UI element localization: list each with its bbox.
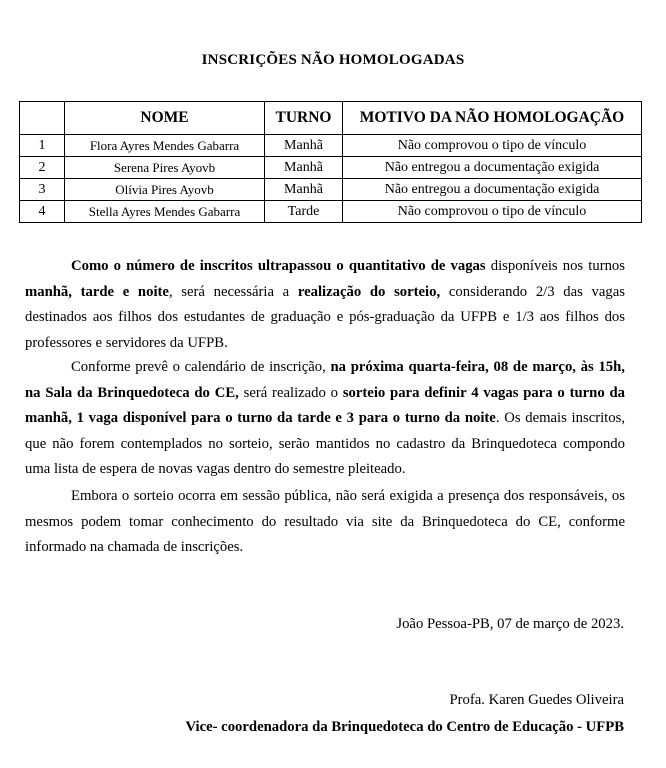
row-motivo: Não comprovou o tipo de vínculo bbox=[343, 201, 642, 223]
p2-text-1: Conforme prevê o calendário de inscrição, bbox=[71, 359, 331, 375]
p3-text-1: Embora o sorteio ocorra em sessão pública, não será exigida a presença dos responsáveis, os mesmos podem tomar conhecimento do resultado via site da Brinquedoteca do CE, conforme informado na chamada de inscrições. bbox=[25, 488, 625, 555]
table-row bbox=[20, 135, 642, 157]
non-approved-table bbox=[19, 101, 642, 223]
p1-text-2: , será necessária a bbox=[168, 283, 298, 300]
table-row bbox=[20, 179, 642, 201]
row-number: 1 bbox=[20, 135, 65, 157]
row-turno: Manhã bbox=[265, 157, 343, 179]
row-nome: Olívia Pires Ayovb bbox=[65, 179, 265, 201]
row-turno: Manhã bbox=[265, 179, 343, 201]
p2-text-3: . Os demais inscritos, que não forem contemplados no sorteio, serão mantidos no cadastro da Brinquedoteca compondo uma lista de espera de novas vagas dentro do semestre pleiteado. bbox=[25, 410, 625, 477]
row-nome: Serena Pires Ayovb bbox=[65, 157, 265, 179]
p1-bold-1: Como o número de inscritos ultrapassou o quantitativo de vagas bbox=[71, 258, 486, 274]
row-number: 2 bbox=[20, 157, 65, 179]
table-header-row bbox=[20, 102, 642, 135]
p1-text-3: considerando 2/3 das vagas destinados aos filhos dos estudantes de graduação e pós-graduação da UFPB e 1/3 aos filhos dos professores e servidores da UFPB. bbox=[25, 283, 625, 351]
p1-bold-2: manhã, tarde e noite bbox=[25, 283, 169, 300]
row-motivo: Não entregou a documentação exigida bbox=[343, 157, 642, 179]
date-line: João Pessoa-PB, 07 de março de 2023. bbox=[396, 616, 624, 632]
document-title: INSCRIÇÕES NÃO HOMOLOGADAS bbox=[201, 52, 465, 68]
signature-name: Profa. Karen Guedes Oliveira bbox=[449, 692, 624, 708]
header-nome: NOME bbox=[65, 102, 265, 135]
row-number: 4 bbox=[20, 201, 65, 223]
header-motivo: MOTIVO DA NÃO HOMOLOGAÇÃO bbox=[343, 102, 642, 135]
row-turno: Tarde bbox=[265, 201, 343, 223]
header-turno: TURNO bbox=[265, 102, 343, 135]
table-row bbox=[20, 201, 642, 223]
p2-text-2: será realizado o bbox=[238, 384, 343, 401]
row-number: 3 bbox=[20, 179, 65, 201]
header-number bbox=[20, 102, 65, 135]
p1-text-1: disponíveis nos turnos bbox=[485, 258, 625, 274]
row-nome: Stella Ayres Mendes Gabarra bbox=[65, 201, 265, 223]
row-motivo: Não comprovou o tipo de vínculo bbox=[343, 135, 642, 157]
paragraph-public-session bbox=[25, 484, 625, 561]
row-motivo: Não entregou a documentação exigida bbox=[343, 179, 642, 201]
row-nome: Flora Ayres Mendes Gabarra bbox=[65, 135, 265, 157]
paragraph-sorteio-schedule bbox=[25, 355, 625, 483]
p2-bold-2: sorteio para definir 4 vagas para o turno da manhã, 1 vaga disponível para o turno da tarde e 3 para o turno da noite bbox=[25, 384, 625, 426]
p1-bold-3: realização do sorteio, bbox=[297, 283, 441, 300]
signature-role: Vice- coordenadora da Brinquedoteca do Centro de Educação - UFPB bbox=[185, 719, 624, 735]
table-row bbox=[20, 157, 642, 179]
p2-bold-1: na próxima quarta-feira, 08 de março, às 15h, na Sala da Brinquedoteca do CE, bbox=[25, 359, 625, 401]
row-turno: Manhã bbox=[265, 135, 343, 157]
paragraph-sorteio-needed bbox=[25, 254, 625, 356]
